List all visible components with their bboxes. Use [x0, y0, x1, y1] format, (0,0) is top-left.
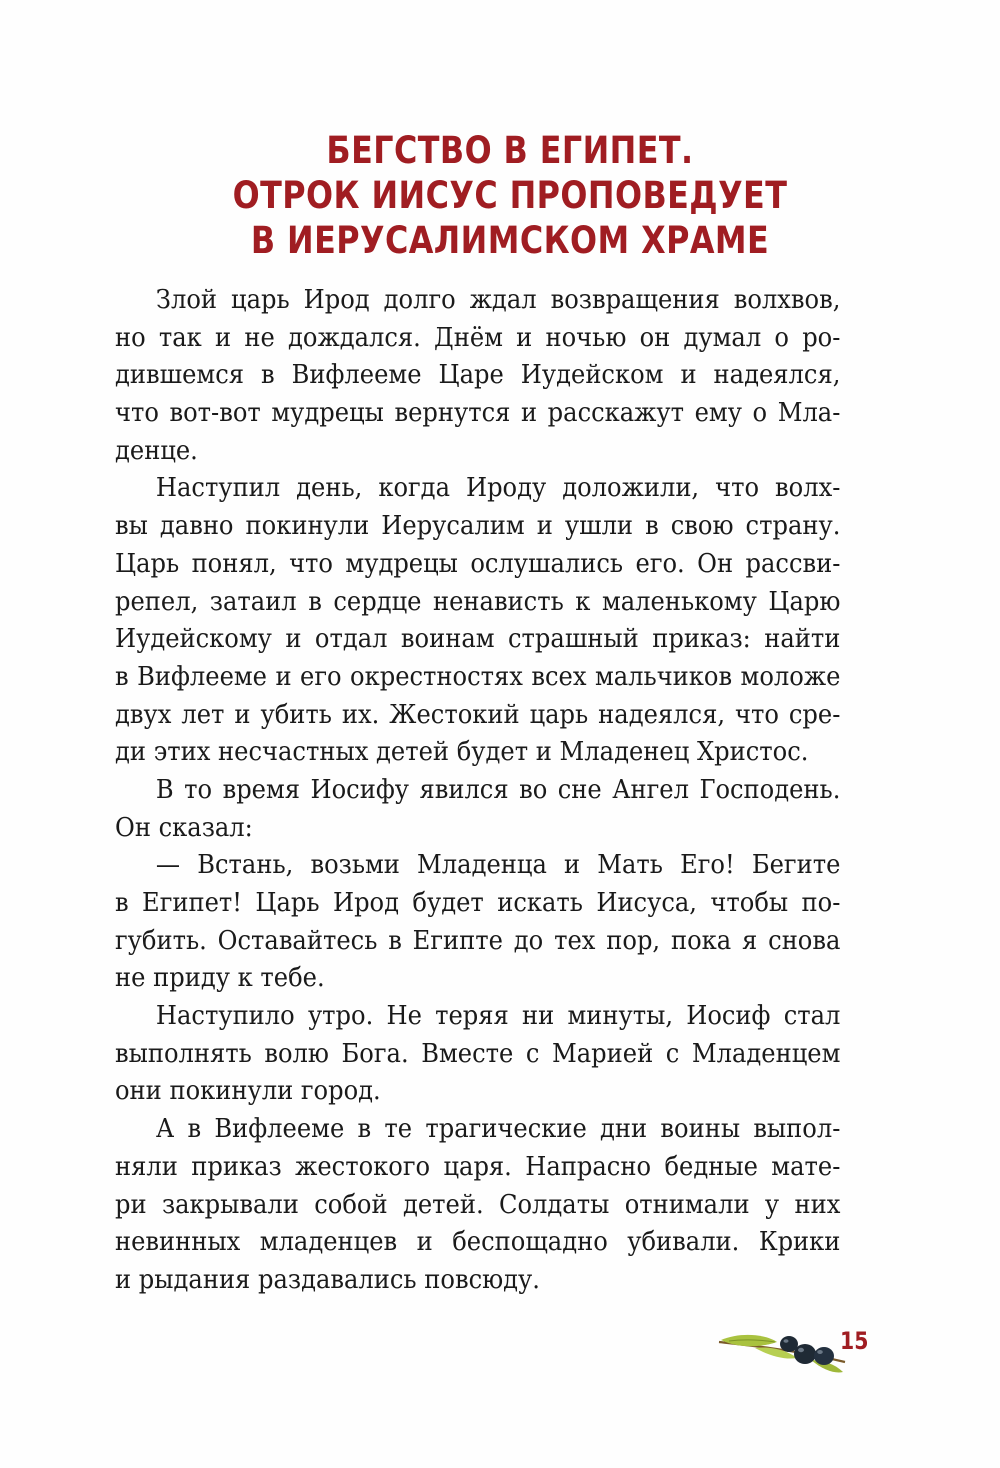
text-line: денце. [115, 435, 198, 466]
text-line: выполнять волю Бога. Вместе с Марией с Младенцем [115, 1038, 841, 1069]
title-line-1: БЕГСТВО В ЕГИПЕТ. [326, 129, 694, 172]
chapter-text [115, 282, 840, 1300]
text-line: губить. Оставайтесь в Египте до тех пор, пока я снова [115, 925, 841, 956]
text-line: невинных младенцев и беспощадно убивали. Крики [115, 1227, 841, 1258]
text-line: в Египет! Царь Ирод будет искать Иисуса, чтобы по- [115, 888, 841, 918]
text-line: Наступило утро. Не теряя ни минуты, Иосиф стал [155, 1001, 841, 1032]
text-line: Он сказал: [115, 812, 253, 843]
text-line: няли приказ жестокого царя. Напрасно бедные мате- [115, 1151, 841, 1182]
chapter-title [175, 128, 846, 263]
text-line: — Встань, возьми Младенца и Мать Его! Бегите [155, 850, 841, 881]
text-line: но так и не дождался. Днём и ночью он думал о ро- [115, 322, 841, 353]
text-line: дившемся в Вифлееме Царе Иудейском и надеялся, [115, 360, 841, 391]
page-number: 15 [840, 1327, 869, 1355]
text-line: не приду к тебе. [115, 963, 325, 994]
text-line: вы давно покинули Иерусалим и ушли в свою страну. [115, 511, 841, 542]
text-line: двух лет и убить их. Жестокий царь надеялся, что сре- [115, 699, 841, 730]
text-line: Злой царь Ирод долго ждал возвращения волхвов, [155, 285, 841, 315]
text-line: ди этих несчастных детей будет и Младенец Христос. [115, 737, 809, 768]
text-line: Наступил день, когда Ироду доложили, что волх- [155, 473, 841, 504]
text-line: Царь понял, что мудрецы ослушались его. Он рассви- [115, 548, 841, 579]
text-line: и рыдания раздавались повсюду. [115, 1264, 540, 1295]
text-line: Иудейскому и отдал воинам страшный приказ: найти [115, 624, 841, 655]
text-line: А в Вифлееме в те трагические дни воины выпол- [155, 1114, 841, 1145]
text-line: репел, затаил в сердце ненависть к маленькому Царю [115, 586, 841, 617]
text-line: ри закрывали собой детей. Солдаты отнимали у них [115, 1189, 841, 1220]
text-line: они покинули город. [115, 1076, 381, 1107]
text-line: В то время Иосифу явился во сне Ангел Господень. [155, 774, 841, 805]
title-line-2: ОТРОК ИИСУС ПРОПОВЕДУЕТ [232, 174, 788, 217]
text-line: в Вифлееме и его окрестностях всех мальчиков моложе [115, 661, 841, 692]
title-line-3: В ИЕРУСАЛИМСКОМ ХРАМЕ [250, 219, 770, 262]
text-line: что вот-вот мудрецы вернутся и расскажут ему о Мла- [115, 398, 841, 429]
